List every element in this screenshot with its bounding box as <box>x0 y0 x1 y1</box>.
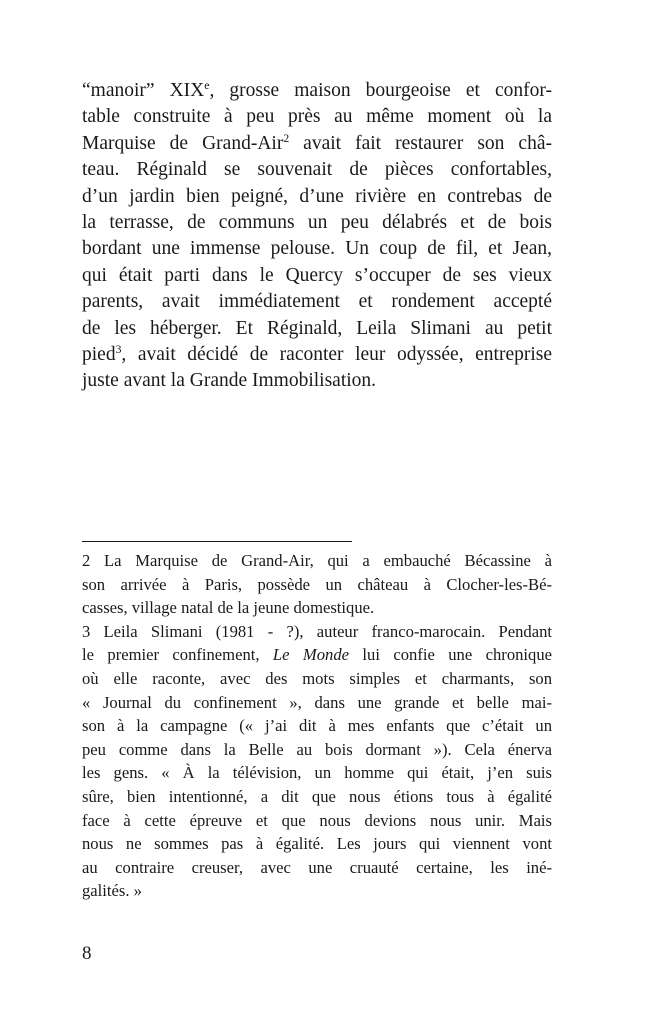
footnote-3-line: face à cette épreuve et que nous devions nous unir. Mais <box>82 810 552 830</box>
footnote-3-line: « Journal du confinement », dans une grande et belle mai- <box>82 692 552 712</box>
body-line: parents, avait immédiatement et rondement accepté <box>82 291 552 313</box>
body-text-segment: “manoir” XIX <box>82 80 205 101</box>
footnote-3-line: sûre, bien intentionné, a dit que nous étions tous à égalité <box>82 786 552 806</box>
footnote-3-line: les gens. « À la télévision, un homme qui était, j’en suis <box>82 763 552 783</box>
body-text-segment: , avait décidé de raconter leur odyssée, entreprise <box>121 344 552 366</box>
footnote-number: 3 <box>82 621 91 641</box>
footnote-number: 2 <box>82 551 91 570</box>
page-number: 8 <box>82 943 92 964</box>
footnote-3-line <box>82 643 552 667</box>
body-text-segment: , grosse maison bourgeoise et confor- <box>209 80 553 101</box>
footnote-text-segment: La Marquise de Grand-Air, qui a embauché Bécassine à <box>90 551 552 570</box>
footnote-3-line <box>82 620 552 644</box>
footnote-3-line: peu comme dans la Belle au bois dormant »). Cela énerva <box>82 739 552 759</box>
body-text-segment: Marquise de Grand-Air <box>82 132 284 154</box>
body-line: table construite à peu près au même moment où la <box>82 106 552 128</box>
footnote-text-segment: le premier confinement, <box>82 645 273 665</box>
body-line: la terrasse, de communs un peu délabrés et de bois <box>82 212 552 234</box>
footnote-3-line: au contraire creuser, avec une cruauté certaine, les iné- <box>82 857 552 877</box>
body-text-segment: pied <box>82 344 116 366</box>
footnote-3-line: nous ne sommes pas à égalité. Les jours qui viennent vont <box>82 834 552 854</box>
newspaper-title: Le Monde <box>272 645 350 665</box>
body-line <box>82 342 552 368</box>
footnote-2-line: son arrivée à Paris, possède un château à Clocher-les-Bé- <box>82 574 552 594</box>
footnote-text-segment: lui confie une chronique <box>349 645 552 665</box>
body-line <box>82 78 552 104</box>
body-text-segment: avait fait restaurer son châ- <box>289 132 552 154</box>
footnote-3-line: son à la campagne (« j’ai dit à mes enfants que c’était un <box>82 716 552 736</box>
footnote-text-segment: Leila Slimani (1981 - ?), auteur franco-marocain. Pendant <box>90 621 552 641</box>
footnote-2-line: casses, village natal de la jeune domestique. <box>82 598 375 618</box>
footnote-separator <box>82 541 352 542</box>
footnote-ref: 2 <box>283 131 290 145</box>
footnote-3-line: galités. » <box>82 881 142 901</box>
body-paragraph <box>82 78 552 395</box>
body-line: bordant une immense pelouse. Un coup de fil, et Jean, <box>82 238 552 260</box>
body-line: de les héberger. Et Réginald, Leila Slimani au petit <box>82 317 552 339</box>
body-line: d’un jardin bien peigné, d’une rivière en contrebas de <box>82 185 552 207</box>
footnote-2-line <box>82 549 552 573</box>
footnote-ref: 3 <box>115 343 122 357</box>
footnotes <box>82 549 552 903</box>
body-line: juste avant la Grande Immobilisation. <box>82 370 377 392</box>
superscript: e <box>204 78 210 92</box>
body-line: teau. Réginald se souvenait de pièces confortables, <box>82 159 552 181</box>
body-line: qui était parti dans le Quercy s’occuper de ses vieux <box>82 264 552 286</box>
footnote-3-line: où elle raconte, avec des mots simples et charmants, son <box>82 668 552 688</box>
body-line <box>82 131 552 157</box>
